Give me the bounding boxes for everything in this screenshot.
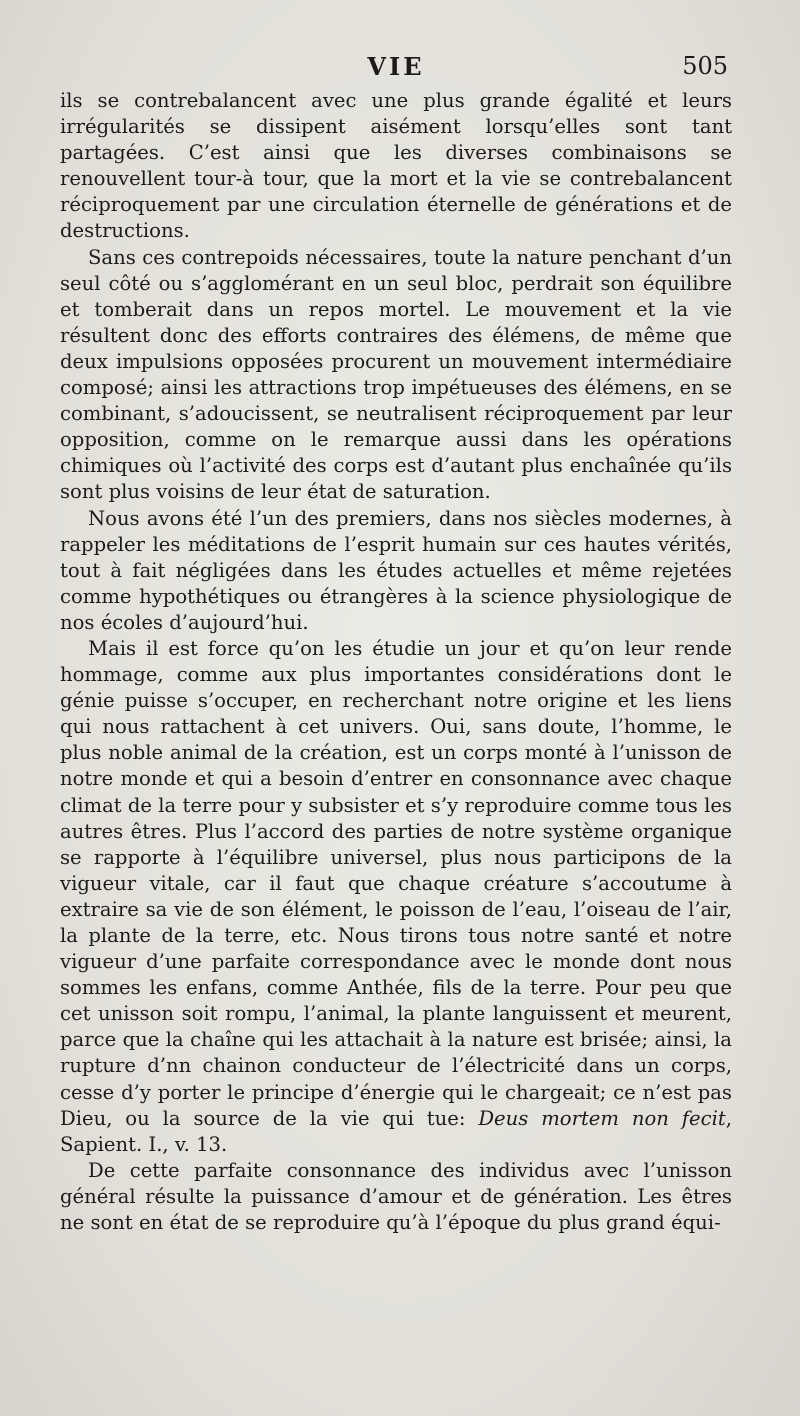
paragraph-5: De cette parfaite consonnance des individus avec l’unisson général résulte la puissance d’amour et de génération. Les êtres ne sont en état de se reproduire qu’à l’époque du plus grand équi-	[60, 1158, 732, 1235]
page-header	[60, 52, 732, 86]
page-body	[60, 88, 732, 1236]
quotation-reference: , Sapient. I., v. 13.	[60, 1106, 732, 1156]
paragraph-3: Nous avons été l’un des premiers, dans nos siècles modernes, à rappeler les méditations de l’esprit humain sur ces hautes vérités, tout à fait négligées dans les études actuelles et même rejetées comme hypothétiques ou étrangères à la science physiologique de nos écoles d’aujourd’hui.	[60, 506, 732, 634]
running-head: VIE	[367, 52, 425, 81]
latin-quotation: Deus mortem non fecit	[478, 1106, 726, 1130]
paragraph-1: ils se contrebalancent avec une plus grande égalité et leurs irrégularités se dissipent aisément lorsqu’elles sont tant partagées. C’est ainsi que les diverses combinaisons se renouvellent tour-à tour, que la mort et la vie se contrebalancent réciproquement par une circulation éternelle de générations et de destructions.	[60, 89, 732, 243]
paragraph-4-text: Mais il est force qu’on les étudie un jour et qu’on leur rende hommage, comme aux plus importantes considérations dont le génie puisse s’occuper, en recherchant notre origine et les liens qui nous rattachent à cet univers. Oui, sans doute, l’homme, le plus noble animal de la création, est un corps monté à l’unisson de notre monde et qui a besoin d’entrer en consonnance avec chaque climat de la terre pour y subsister et s’y reproduire comme tous les autres êtres. Plus l’accord des parties de notre système organique se rapporte à l’équilibre universel, plus nous participons de la vigueur vitale, car il faut que chaque créature s’accoutume à extraire sa vie de son élément, le poisson de l’eau, l’oiseau de l’air, la plante de la terre, etc. Nous tirons tous notre santé et notre vigueur d’une parfaite correspondance avec le monde dont nous sommes les enfans, comme Anthée, fils de la terre. Pour peu que cet unisson soit rompu, l’animal, la plante languissent et meurent, parce que la chaîne qui les attachait à la nature est brisée; ainsi, la rupture d’nn chainon conducteur de l’électricité dans un corps, cesse d’y porter le principe d’énergie qui le chargeait; ce n’est pas Dieu, ou la source de la vie qui tue:	[60, 636, 732, 1130]
paragraph-2: Sans ces contrepoids nécessaires, toute la nature penchant d’un seul côté ou s’agglomérant en un seul bloc, perdrait son équilibre et tomberait dans un repos mortel. Le mouvement et la vie résultent donc des efforts contraires des élémens, de même que deux impulsions opposées procurent un mouvement intermédiaire composé; ainsi les attractions trop impétueuses des élémens, en se combinant, s’adoucissent, se neutralisent réciproquement par leur opposition, comme on le remarque aussi dans les opérations chimiques où l’activité des corps est d’autant plus enchaînée qu’ils sont plus voisins de leur état de saturation.	[60, 245, 732, 504]
page-number: 505	[682, 52, 728, 80]
paragraph-4	[60, 636, 732, 1158]
